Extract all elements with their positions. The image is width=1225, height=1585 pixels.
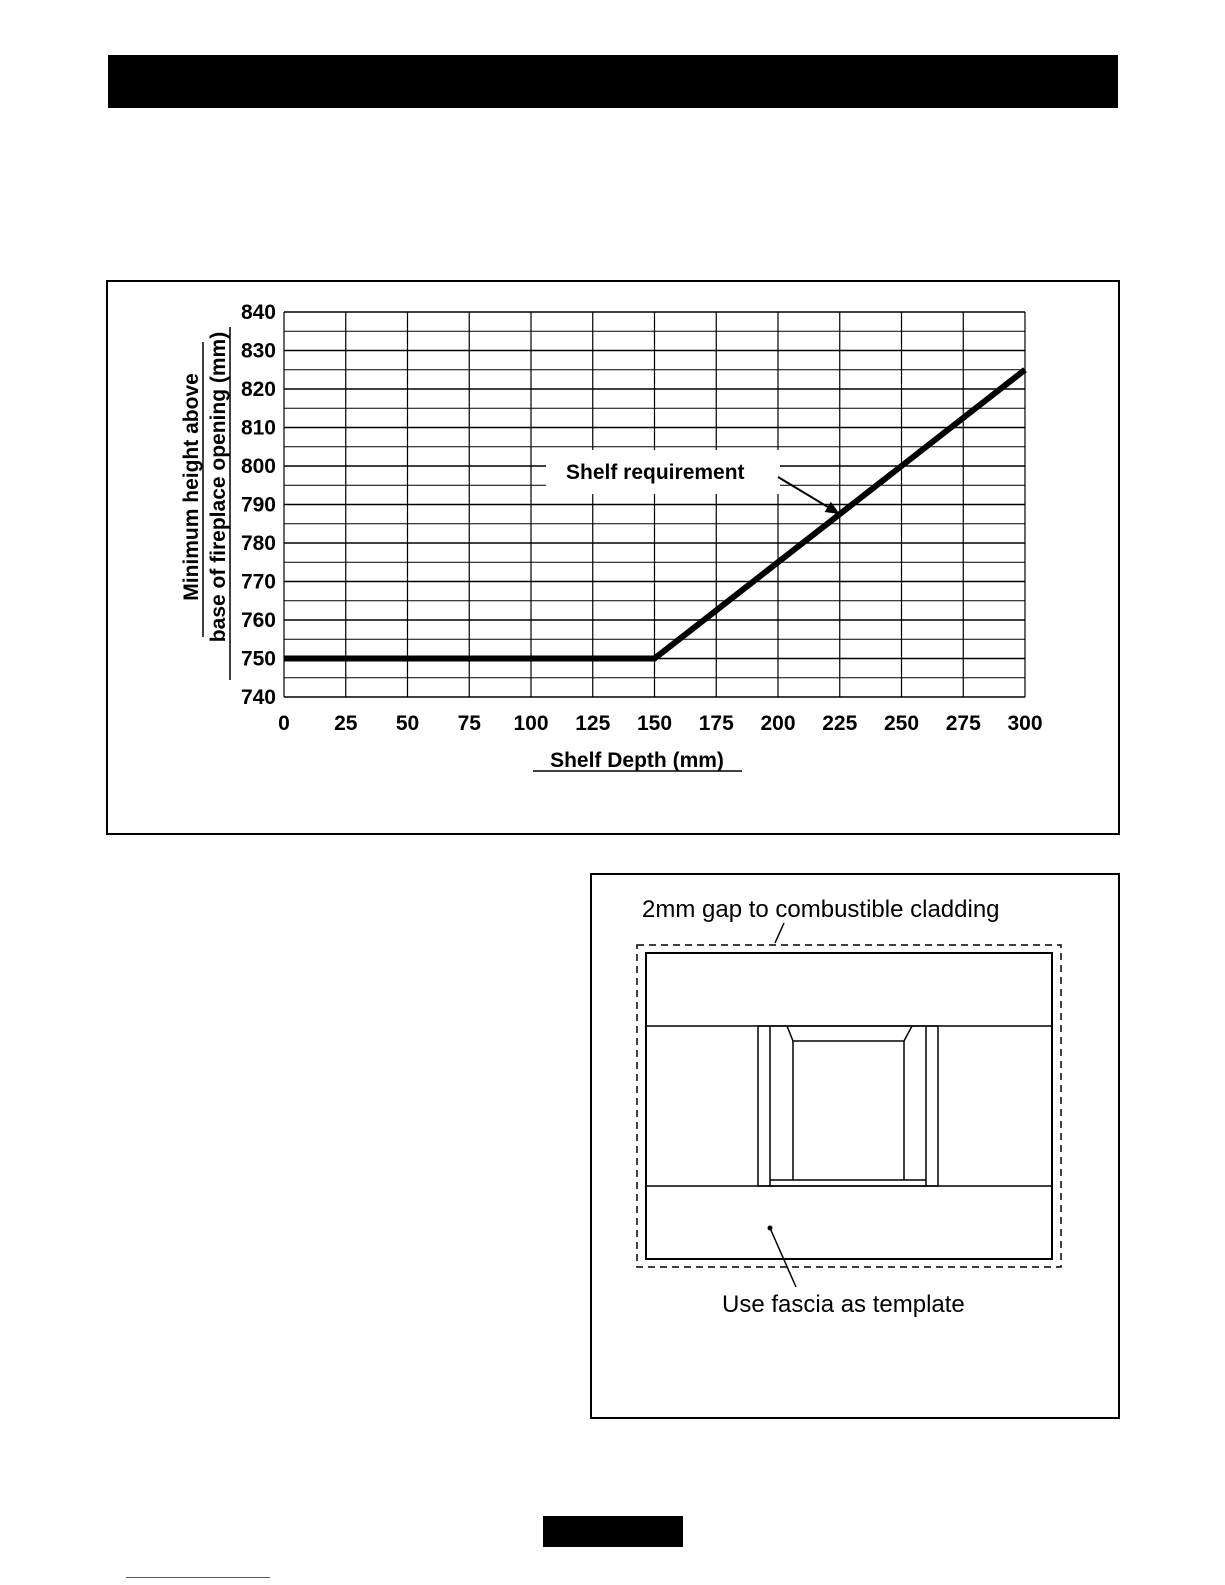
fascia-diagram-panel bbox=[590, 873, 1120, 1419]
callout-arrowhead bbox=[825, 502, 840, 514]
y-tick-label: 780 bbox=[240, 532, 276, 555]
x-tick-label: 100 bbox=[513, 712, 549, 735]
x-tick-labels bbox=[278, 712, 1042, 735]
y-tick-label: 840 bbox=[240, 301, 276, 324]
x-tick-label: 150 bbox=[636, 712, 673, 735]
y-tick-label: 750 bbox=[240, 647, 276, 671]
x-tick-label: 225 bbox=[822, 712, 858, 735]
y-tick-label: 830 bbox=[240, 339, 276, 363]
footer-underline bbox=[126, 1577, 270, 1578]
x-tick-label: 275 bbox=[945, 712, 981, 735]
fascia-diagram bbox=[592, 875, 1118, 1417]
y-tick-labels bbox=[241, 301, 276, 709]
x-axis-title: Shelf Depth (mm) bbox=[550, 749, 724, 772]
y-axis-title-line2: base of fireplace opening (mm) bbox=[207, 331, 230, 643]
y-axis-title-line1: Minimum height above bbox=[180, 373, 203, 601]
opening-lintel bbox=[787, 1026, 912, 1041]
y-tick-label: 800 bbox=[240, 455, 276, 478]
x-tick-label: 50 bbox=[395, 712, 420, 735]
x-tick-label: 200 bbox=[760, 712, 796, 735]
y-tick-label: 760 bbox=[240, 609, 276, 632]
gap-leader bbox=[775, 923, 784, 943]
x-tick-label: 125 bbox=[575, 712, 611, 735]
y-tick-label: 820 bbox=[240, 378, 276, 401]
fascia-outline bbox=[646, 953, 1052, 1259]
y-tick-label: 810 bbox=[240, 416, 276, 440]
x-tick-label: 250 bbox=[883, 712, 920, 735]
y-tick-label: 790 bbox=[240, 493, 276, 517]
x-tick-label: 300 bbox=[1007, 712, 1043, 735]
dashed-gap-outline bbox=[637, 945, 1061, 1267]
x-tick-label: 0 bbox=[278, 712, 290, 735]
page-number-bar bbox=[543, 1516, 683, 1547]
chart-panel bbox=[106, 280, 1120, 835]
shelf-depth-chart bbox=[108, 282, 1118, 833]
x-tick-label: 25 bbox=[334, 712, 358, 735]
opening-frame bbox=[758, 1026, 938, 1186]
template-leader bbox=[770, 1228, 796, 1287]
y-tick-label: 770 bbox=[240, 570, 276, 594]
chart-grid bbox=[284, 312, 1025, 697]
header-bar bbox=[108, 55, 1118, 108]
callout-label: Shelf requirement bbox=[566, 461, 745, 484]
x-tick-label: 75 bbox=[457, 712, 481, 735]
y-tick-label: 740 bbox=[240, 686, 276, 709]
x-tick-label: 175 bbox=[698, 712, 734, 735]
template-label: Use fascia as template bbox=[722, 1291, 965, 1318]
gap-label: 2mm gap to combustible cladding bbox=[642, 896, 1000, 923]
